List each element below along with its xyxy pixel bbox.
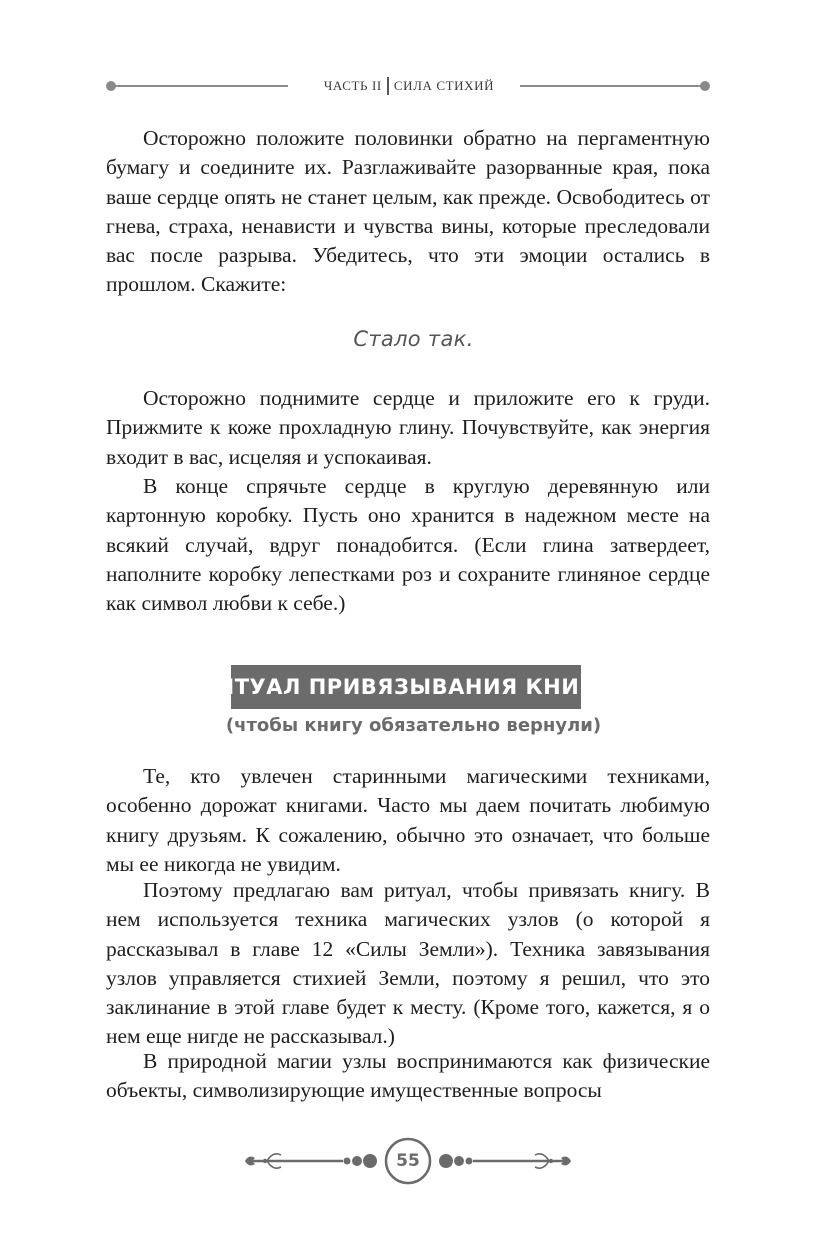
ritual-subtitle: (чтобы книгу обязательно вернули) [225,715,602,736]
header-separator [387,77,389,95]
ritual-title: РИТУАЛ ПРИВЯЗЫВАНИЯ КНИГИ [231,665,581,709]
page-footer [243,1136,573,1186]
paragraph-1: Осторожно положите половинки обратно на пергаментную бумагу и соедините их. Разглаживайте разорванные края, пока ваше сердце опять не станет целым, как прежде. Освободитесь от гнева, страха, ненависти и чувства вины, которые преследовали вас после разрыва. Убедитесь, что эти эмоции остались в прошлом. Скажите: [106,126,710,297]
header-rule-right [520,85,706,87]
paragraph-6: В природной магии узлы воспринимаются как физические объекты, символизирующие имущественные вопросы [106,1049,710,1103]
paragraph-2: Осторожно поднимите сердце и приложите его к груди. Прижмите к коже прохладную глину. Почувствуйте, как энергия входит в вас, исцеляя и успокаивая. [106,386,710,469]
paragraph-5: Поэтому предлагаю вам ритуал, чтобы привязать книгу. В нем используется техника магических узлов (о которой я рассказывал в главе 12 «Силы Земли»). Техника завязывания узлов управляется стихией Земли, поэтому я решил, что это заклинание в этой главе будет к месту. (Кроме того, кажется, я о нем еще нигде не рассказывал.) [106,878,710,1049]
header-dot-right [700,81,710,91]
header-part: ЧАСТЬ II [323,78,382,93]
header-title [304,76,514,96]
running-header [106,74,710,98]
header-rule-left [110,85,288,87]
paragraph-4: Те, кто увлечен старинными магическими техниками, особенно дорожат книгами. Часто мы даем почитать любимую книгу друзьям. К сожалению, обычно это означает, что больше мы ее никогда не увидим. [106,764,710,876]
spell-text: Стало так. [353,327,474,351]
header-chapter: СИЛА СТИХИЙ [393,78,495,93]
paragraph-3: В конце спрячьте сердце в круглую деревянную или картонную коробку. Пусть оно хранится в надежном месте на всякий случай, вдруг понадобится. (Если глина затвердеет, наполните коробку лепестками роз и сохраните глиняное сердце как символ любви к себе.) [106,474,710,616]
page-number: 55 [396,1151,420,1171]
